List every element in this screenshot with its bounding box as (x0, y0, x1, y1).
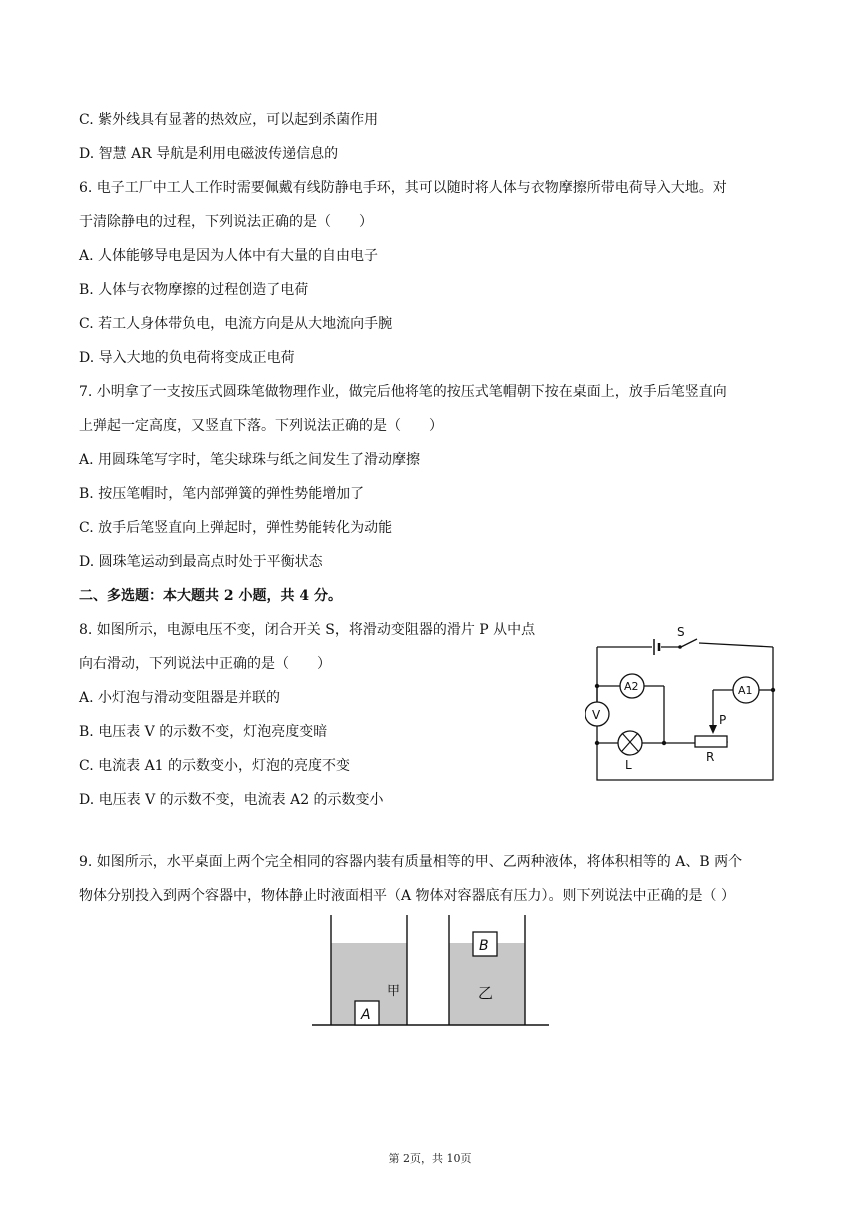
containers-diagram (308, 910, 558, 1035)
q6-option-c: C. 若工人身体带负电，电流方向是从大地流向手腕 (79, 316, 393, 332)
q6-option-a: A. 人体能够导电是因为人体中有大量的自由电子 (79, 248, 379, 264)
q5-option-c: C. 紫外线具有显著的热效应，可以起到杀菌作用 (79, 112, 379, 128)
q9-stem-line2: 物体分别投入到两个容器中，物体静止时液面相平（A 物体对容器底有压力）。则下列说法中正确的是（ ） (79, 888, 736, 904)
q7-stem-line1: 7. 小明拿了一支按压式圆珠笔做物理作业，做完后他将笔的按压式笔帽朝下按在桌面上，放手后笔竖直向 (79, 384, 727, 400)
q8-option-b: B. 电压表 V 的示数不变，灯泡亮度变暗 (79, 724, 328, 740)
right-liquid-label: 乙 (478, 984, 494, 1002)
q6-option-b: B. 人体与衣物摩擦的过程创造了电荷 (79, 282, 309, 298)
section-heading: 二、多选题：本大题共 2 小题，共 4 分。 (79, 588, 342, 604)
q8-stem-line2: 向右滑动，下列说法中正确的是（ ） (79, 656, 331, 672)
q7-stem-line2: 上弹起一定高度，又竖直下落。下列说法正确的是（ ） (79, 418, 443, 434)
lamp-label: L (625, 758, 632, 772)
q7-option-b: B. 按压笔帽时，笔内部弹簧的弹性势能增加了 (79, 486, 365, 502)
q8-option-c: C. 电流表 A1 的示数变小，灯泡的亮度不变 (79, 758, 351, 774)
switch-label: S (677, 625, 685, 639)
resistor-label: R (706, 750, 715, 764)
q6-option-d: D. 导入大地的负电荷将变成正电荷 (79, 350, 295, 366)
object-b-label: B (479, 938, 489, 954)
q5-option-d: D. 智慧 AR 导航是利用电磁波传递信息的 (79, 146, 339, 162)
q8-stem-line1: 8. 如图所示，电源电压不变，闭合开关 S，将滑动变阻器的滑片 P 从中点 (79, 622, 536, 638)
object-a-label: A (361, 1007, 371, 1023)
q6-stem-line1: 6. 电子工厂中工人工作时需要佩戴有线防静电手环，其可以随时将人体与衣物摩擦所带电荷导入大地。对 (79, 180, 727, 196)
voltmeter-label: V (592, 708, 601, 722)
page-footer: 第 2页，共 10页 (388, 1152, 472, 1165)
ammeter-a2-label: A2 (624, 680, 639, 693)
q8-option-a: A. 小灯泡与滑动变阻器是并联的 (79, 690, 281, 706)
ammeter-a1-label: A1 (738, 684, 753, 697)
q7-option-d: D. 圆珠笔运动到最高点时处于平衡状态 (79, 554, 323, 570)
q9-stem-line1: 9. 如图所示，水平桌面上两个完全相同的容器内装有质量相等的甲、乙两种液体，将体积相等的 A、B 两个 (79, 854, 743, 870)
q7-option-c: C. 放手后笔竖直向上弹起时，弹性势能转化为动能 (79, 520, 393, 536)
q7-option-a: A. 用圆珠笔写字时，笔尖球珠与纸之间发生了滑动摩擦 (79, 452, 421, 468)
q8-option-d: D. 电压表 V 的示数不变，电流表 A2 的示数变小 (79, 792, 384, 808)
slider-label: P (719, 713, 727, 727)
q6-stem-line2: 于清除静电的过程，下列说法正确的是（ ） (79, 214, 373, 230)
left-liquid-label: 甲 (387, 984, 401, 999)
circuit-diagram (585, 625, 785, 785)
